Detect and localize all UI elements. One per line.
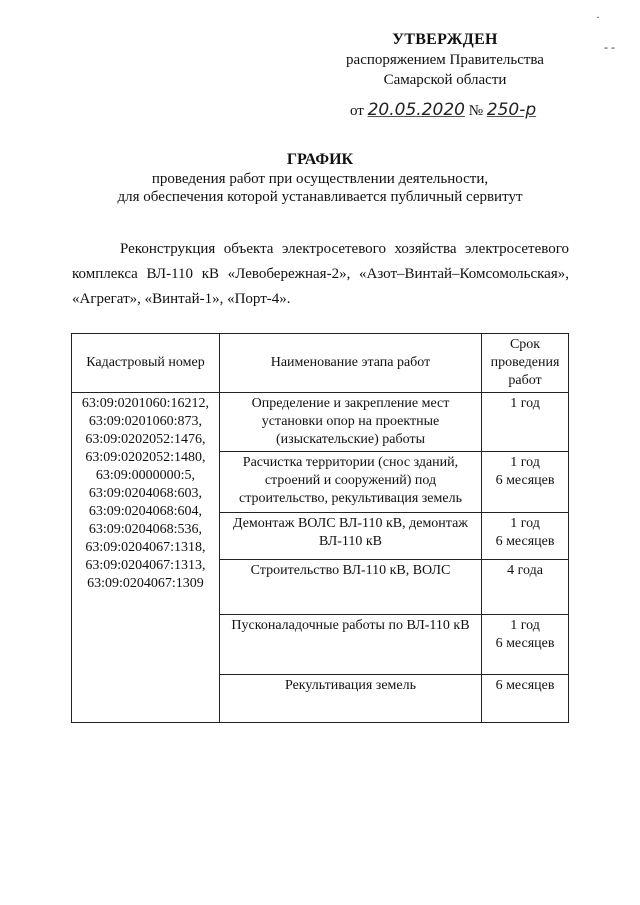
stage-cell: Расчистка территории (снос зданий, строений и сооружений) под строительство, рекультивация земель [219, 452, 481, 513]
header-stage: Наименование этапа работ [219, 334, 481, 393]
term-cell [482, 393, 569, 452]
cadastral-number: 63:09:0202052:1476, [85, 432, 206, 447]
cadastral-number: 63:09:0204067:1309 [87, 576, 204, 591]
term-cell [482, 560, 569, 615]
corner-mark: - - [604, 40, 615, 54]
term-cell [482, 615, 569, 675]
decree-number: 250-р [486, 100, 537, 120]
approval-title: УТВЕРЖДЕН [392, 31, 498, 48]
decree-number-sign: № [468, 103, 484, 119]
term-cell [482, 675, 569, 723]
term-value: 1 год [510, 618, 540, 633]
intro-text: Реконструкция объекта электросетевого хозяйства электросетевого комплекса ВЛ-110 кВ «Левобережная-2», «Азот–Винтай–Комсомольская», «Агрегат», «Винтай-1», «Порт-4». [72, 241, 569, 307]
term-cell [482, 452, 569, 513]
cadastral-number: 63:09:0000000:5, [95, 468, 196, 483]
corner-mark: · [596, 10, 600, 24]
cadastral-number: 63:09:0204068:604, [88, 504, 203, 519]
term-value: 1 год [510, 455, 540, 470]
decree-date: 20.05.2020 [367, 100, 465, 120]
approval-line: Самарской области [383, 72, 507, 88]
document-subtitle: для обеспечения которой устанавливается публичный сервитут [117, 189, 523, 205]
term-value: 6 месяцев [495, 473, 555, 488]
term-value: 6 месяцев [495, 534, 555, 549]
stage-cell: Определение и закрепление мест установки опор на проектные (изыскательские) работы [219, 393, 481, 452]
decree-prefix: от [350, 103, 364, 119]
document-subtitle: проведения работ при осуществлении деятельности, [151, 171, 489, 187]
table-header-row [72, 334, 569, 393]
cadastral-numbers-cell [72, 393, 220, 723]
schedule-table [71, 333, 569, 723]
term-value: 6 месяцев [495, 678, 555, 693]
stage-cell: Пусконаладочные работы по ВЛ-110 кВ [219, 615, 481, 675]
document-title-block [0, 150, 640, 206]
cadastral-number: 63:09:0204068:536, [88, 522, 203, 537]
approval-block [340, 30, 550, 90]
stage-cell: Рекультивация земель [219, 675, 481, 723]
stage-cell: Строительство ВЛ-110 кВ, ВОЛС [219, 560, 481, 615]
document-title: ГРАФИК [286, 151, 354, 168]
header-term: Срок проведения работ [482, 334, 569, 393]
term-value: 6 месяцев [495, 636, 555, 651]
cadastral-number: 63:09:0204068:603, [88, 486, 203, 501]
term-value: 4 года [507, 563, 543, 578]
decree-line [350, 100, 536, 120]
term-value: 1 год [510, 396, 540, 411]
cadastral-number: 63:09:0201060:873, [88, 414, 203, 429]
intro-paragraph [72, 237, 569, 312]
cadastral-number: 63:09:0201060:16212, [81, 396, 210, 411]
approval-line: распоряжением Правительства [346, 52, 544, 68]
term-value: 1 год [510, 516, 540, 531]
table-row [72, 393, 569, 452]
cadastral-number: 63:09:0204067:1313, [85, 558, 206, 573]
header-cadastral: Кадастровый номер [72, 334, 220, 393]
stage-cell: Демонтаж ВОЛС ВЛ-110 кВ, демонтаж ВЛ-110 кВ [219, 513, 481, 560]
cadastral-number: 63:09:0204067:1318, [85, 540, 206, 555]
cadastral-number: 63:09:0202052:1480, [85, 450, 206, 465]
term-cell [482, 513, 569, 560]
